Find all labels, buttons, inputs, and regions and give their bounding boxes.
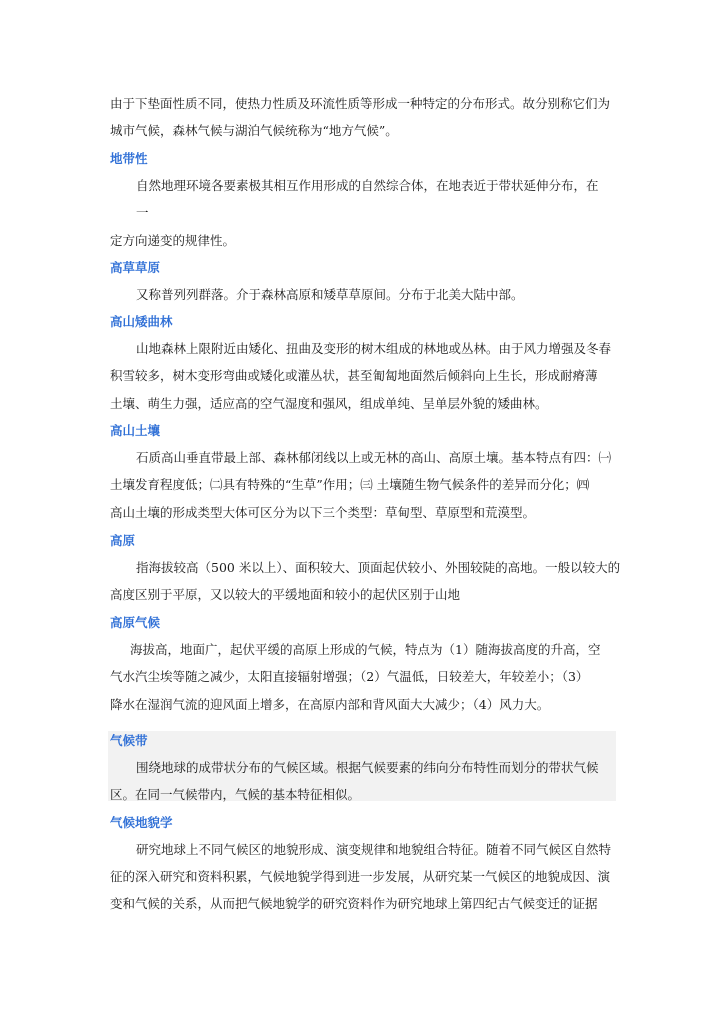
- section-heading-plateau-climate: 高原气候: [110, 615, 161, 630]
- paragraph-line: 高度区别于平原，又以较大的平缓地面和较小的起伏区别于山地: [110, 587, 461, 602]
- intro-line-1: 由于下垫面性质不同，使热力性质及环流性质等形成一种特定的分布形式。故分别称它们为: [110, 96, 611, 111]
- section-heading-tallgrass-prairie: 高草草原: [110, 260, 161, 275]
- paragraph-line: 指海拔较高（500 米以上）、面积较大、顶面起伏较小、外围较陡的高地。一般以较大的: [136, 560, 620, 575]
- paragraph-line: 又称普列列群落。介于森林高原和矮草草原间。分布于北美大陆中部。: [136, 287, 524, 302]
- paragraph-line: 气水汽尘埃等随之减少，太阳直接辐射增强；（2）气温低，日较差大，年较差小；（3）: [110, 669, 589, 684]
- paragraph-line: 区。在同一气候带内，气候的基本特征相似。: [110, 787, 361, 802]
- section-heading-alpine-krummholz: 高山矮曲林: [110, 314, 173, 329]
- paragraph-line: 围绕地球的成带状分布的气候区域。根据气候要素的纬向分布特性而划分的带状气候: [136, 760, 599, 775]
- paragraph-line: 一: [136, 205, 149, 220]
- paragraph-line: 自然地理环境各要素极其相互作用形成的自然综合体，在地表近于带状延伸分布，在: [136, 178, 599, 193]
- paragraph-line: 土壤发育程度低；㈡具有特殊的“生草”作用；㈢ 土壤随生物气候条件的差异而分化；㈣: [110, 477, 590, 492]
- paragraph-line: 高山土壤的形成类型大体可区分为以下三个类型：草甸型、草原型和荒漠型。: [110, 505, 536, 520]
- paragraph-line: 石质高山垂直带最上部、森林郁闭线以上或无林的高山、高原土壤。基本特点有四：㈠: [136, 450, 612, 465]
- paragraph-line: 变和气候的关系，从而把气候地貌学的研究资料作为研究地球上第四纪古气候变迁的证据: [110, 896, 598, 911]
- paragraph-line: 研究地球上不同气候区的地貌形成、演变规律和地貌组合特征。随着不同气候区自然特: [136, 842, 612, 857]
- section-heading-plateau: 高原: [110, 533, 136, 548]
- paragraph-line: 海拔高，地面广，起伏平缓的高原上形成的气候，特点为（1）随海拔高度的升高，空: [130, 642, 601, 657]
- paragraph-line: 积雪较多，树木变形弯曲或矮化或灌丛状，甚至匍匐地面然后倾斜向上生长，形成耐瘠薄: [110, 368, 598, 383]
- section-heading-climate-zone: 气候带: [110, 733, 148, 748]
- paragraph-line: 征的深入研究和资料积累，气候地貌学得到进一步发展，从研究某一气候区的地貌成因、演: [110, 869, 611, 884]
- paragraph-line: 山地森林上限附近由矮化、扭曲及变形的树木组成的林地或丛林。由于风力增强及冬春: [136, 341, 612, 356]
- section-heading-climatic-geomorphology: 气候地貌学: [110, 815, 173, 830]
- section-heading-zonality: 地带性: [110, 151, 148, 166]
- section-heading-alpine-soil: 高山土壤: [110, 423, 161, 438]
- paragraph-line: 土壤、萌生力强，适应高的空气湿度和强风，组成单纯、呈单层外貌的矮曲林。: [110, 396, 548, 411]
- intro-line-2: 城市气候，森林气候与湖泊气候统称为“地方气候”。: [110, 123, 398, 138]
- paragraph-line: 定方向递变的规律性。: [110, 233, 236, 248]
- paragraph-line: 降水在湿润气流的迎风面上增多，在高原内部和背风面大大减少；（4）风力大。: [110, 697, 550, 712]
